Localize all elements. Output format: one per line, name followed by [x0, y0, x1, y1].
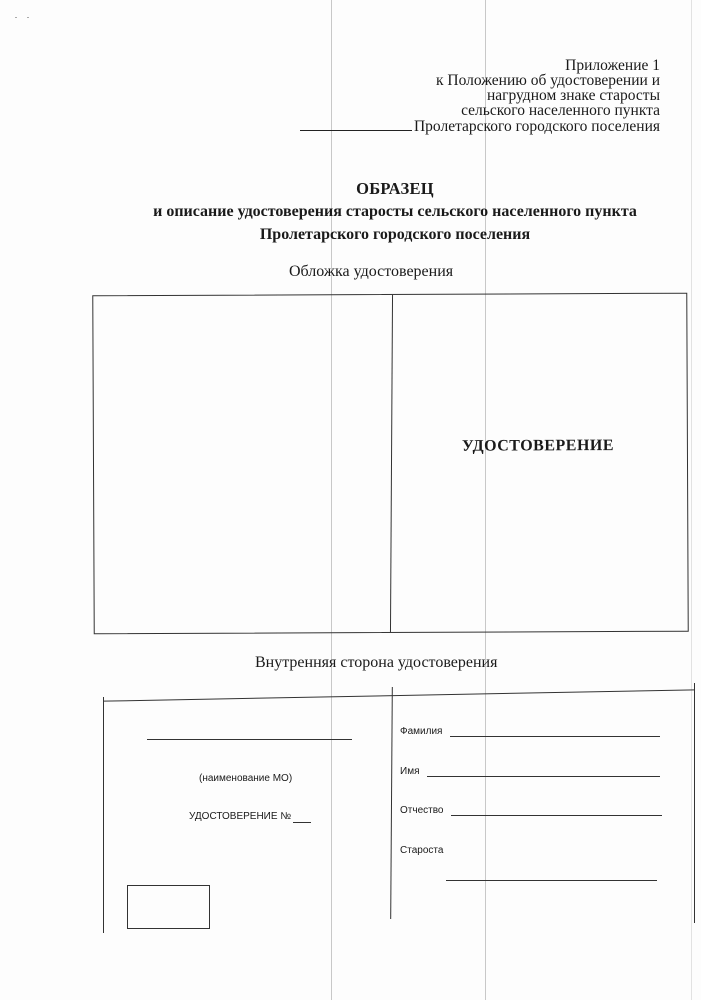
photo-placeholder: [127, 885, 210, 929]
title-main: ОБРАЗЕЦ: [356, 179, 434, 198]
cover-sample: [92, 293, 688, 635]
certificate-number-label: УДОСТОВЕРЕНИЕ №: [189, 811, 292, 822]
scan-speck: [15, 17, 17, 18]
appendix-line-with-blank: [300, 118, 660, 134]
surname-label: Фамилия: [400, 726, 443, 737]
blank-line: [450, 736, 660, 737]
appendix-line: Приложение 1: [565, 57, 660, 74]
cover-fold-line: [390, 295, 393, 632]
appendix-line: к Положению об удостоверении и: [436, 72, 660, 89]
patronymic-label: Отчество: [400, 805, 444, 816]
appendix-line: Пролетарского городского поселения: [413, 118, 660, 135]
frame-edge: [103, 697, 104, 933]
blank-line: [446, 880, 657, 881]
appendix-line: сельского населенного пункта: [461, 102, 660, 119]
mo-name-label: (наименование МО): [199, 773, 293, 784]
inner-side-sample: [103, 683, 695, 943]
document-title: [0, 177, 701, 246]
appendix-line: нагрудном знаке старосты: [486, 87, 660, 104]
fold-line: [390, 687, 393, 919]
blank-line: [293, 811, 311, 823]
title-subtitle: и описание удостоверения старосты сельского населенного пункта: [153, 203, 637, 220]
cover-title: УДОСТОВЕРЕНИЕ: [461, 437, 615, 455]
frame-edge: [694, 683, 695, 923]
cover-caption: Обложка удостоверения: [289, 263, 454, 280]
appendix-header: [300, 58, 660, 134]
title-subtitle: Пролетарского городского поселения: [259, 226, 531, 243]
inner-caption: Внутренняя сторона удостоверения: [255, 654, 498, 671]
name-label: Имя: [400, 766, 420, 777]
certificate-number: [189, 811, 311, 823]
blank-line: [300, 118, 412, 131]
scan-speck: [27, 17, 29, 18]
frame-edge: [103, 689, 695, 701]
starosta-label: Староста: [400, 845, 444, 856]
blank-line: [427, 776, 660, 777]
blank-line: [451, 815, 662, 816]
mo-name-line: [147, 739, 352, 740]
